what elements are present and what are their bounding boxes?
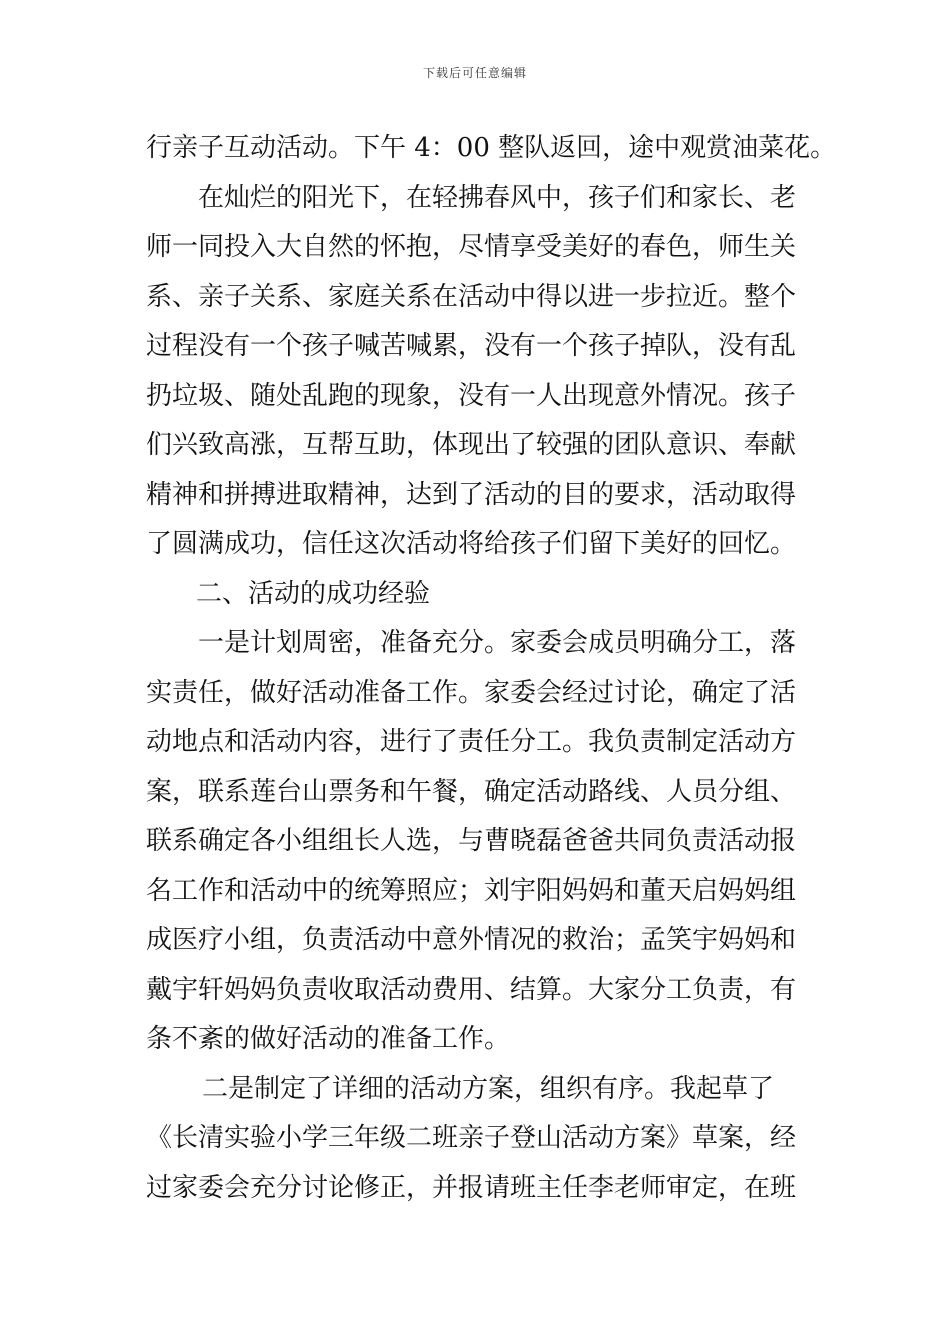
text-line: 精神和拼搏进取精神，达到了活动的目的要求，活动取得: [146, 479, 797, 510]
text-line: 案，联系莲台山票务和午餐，确定活动路线、人员分组、: [146, 776, 797, 807]
text-line: 系、亲子关系、家庭关系在活动中得以进一步拉近。整个: [146, 281, 797, 312]
text-line: 师一同投入大自然的怀抱，尽情享受美好的春色，师生关: [146, 232, 797, 262]
page-header-note: 下载后可任意编辑: [422, 66, 527, 80]
text-line: 联系确定各小组组长人选，与曹晓磊爸爸共同负责活动报: [146, 826, 797, 856]
text-line: 们兴致高涨，互帮互助，体现出了较强的团队意识、奉献: [146, 430, 797, 460]
text-line: 过家委会充分讨论修正，并报请班主任李老师审定，在班: [146, 1172, 797, 1203]
document-body: [146, 124, 837, 1213]
text-line: 过程没有一个孩子喊苦喊累，没有一个孩子掉队，没有乱: [146, 331, 797, 361]
text-line: 行亲子互动活动。下午 4：00 整队返回，途中观赏油菜花。: [146, 133, 837, 163]
text-line: 名工作和活动中的统筹照应；刘宇阳妈妈和董天启妈妈组: [146, 875, 797, 906]
text-line: 扔垃圾、随处乱跑的现象，没有一人出现意外情况。孩子: [146, 380, 797, 411]
text-line: 《长清实验小学三年级二班亲子登山活动方案》草案，经: [146, 1123, 797, 1153]
text-line: 条不紊的做好活动的准备工作。: [146, 1024, 511, 1054]
text-line: 动地点和活动内容，进行了责任分工。我负责制定活动方: [146, 727, 797, 757]
text-line: 戴宇轩妈妈负责收取活动费用、结算。大家分工负责，有: [146, 974, 797, 1005]
text-line: 成医疗小组，负责活动中意外情况的救治；孟笑宇妈妈和: [146, 925, 797, 955]
section-heading: 二、活动的成功经验: [196, 578, 431, 609]
text-line: 二是制定了详细的活动方案，组织有序。我起草了: [202, 1073, 775, 1104]
text-line: 了圆满成功，信任这次活动将给孩子们留下美好的回忆。: [146, 529, 797, 559]
text-line: 在灿烂的阳光下，在轻拂春风中，孩子们和家长、老: [198, 182, 797, 213]
text-line: 实责任，做好活动准备工作。家委会经过讨论，确定了活: [146, 677, 797, 708]
text-line: 一是计划周密，准备充分。家委会成员明确分工，落: [198, 628, 797, 658]
